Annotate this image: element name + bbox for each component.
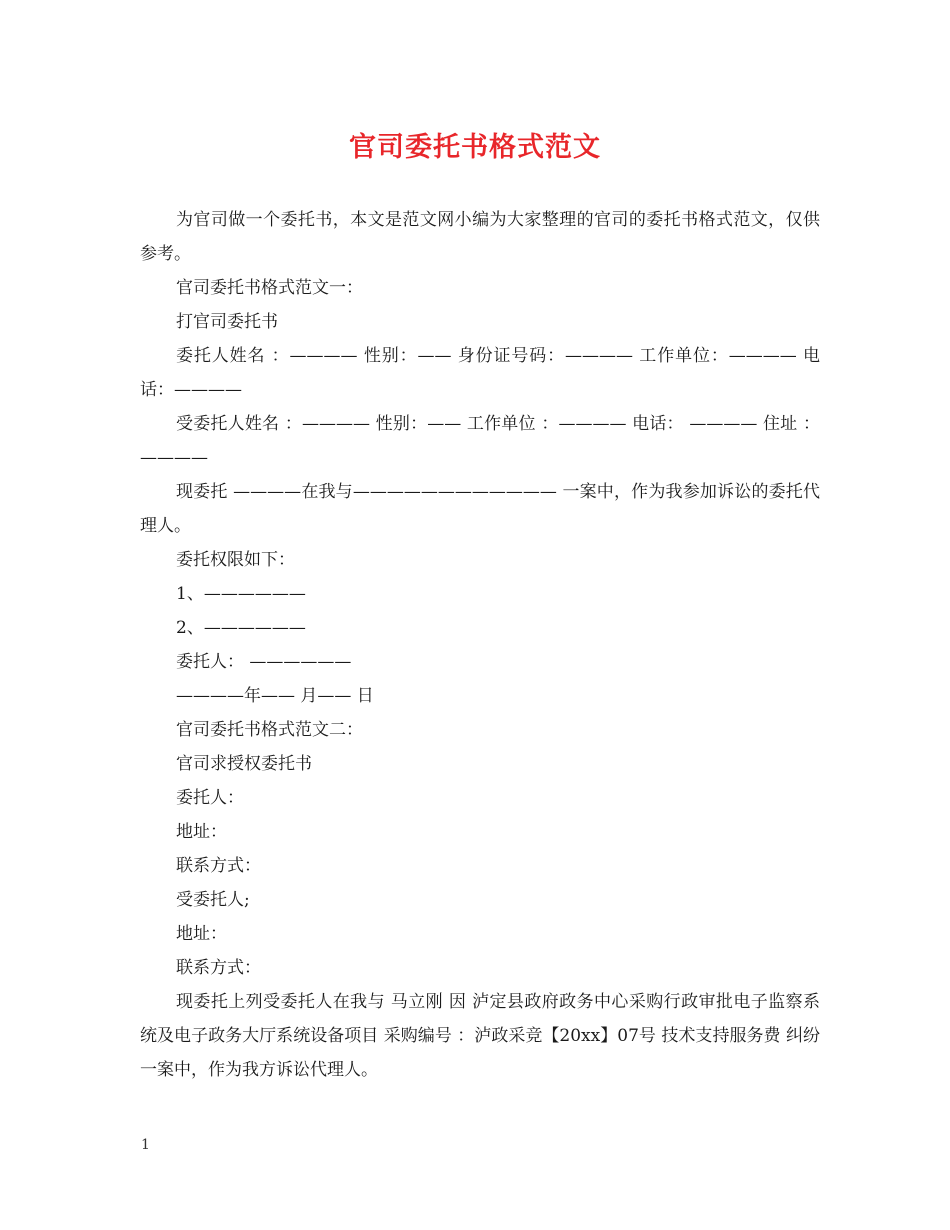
paragraph-agent-info: 受委托人姓名 ：———— 性别：—— 工作单位 ：———— 电话： ———— 住址 ：———— [140, 414, 820, 468]
paragraph-principal-address: 地址： [176, 822, 227, 842]
paragraph-intro: 为官司做一个委托书，本文是范文网小编为大家整理的官司的委托书格式范文，仅供参考。 [140, 210, 820, 264]
paragraph-sample-one-title: 打官司委托书 [176, 312, 278, 332]
paragraph-agent-address: 地址： [176, 924, 227, 944]
paragraph-principal-label: 委托人： [176, 788, 244, 808]
page-number: 1 [141, 1137, 150, 1153]
paragraph-principal-contact: 联系方式： [176, 856, 261, 876]
paragraph-agent-label: 受委托人; [176, 890, 250, 910]
document-title: 官司委托书格式范文 [349, 132, 601, 163]
paragraph-sample-one-heading: 官司委托书格式范文一： [176, 278, 363, 298]
paragraph-date-line: ————年—— 月—— 日 [176, 686, 374, 706]
paragraph-case-entrustment: 现委托上列受委托人在我与 马立刚 因 泸定县政府政务中心采购行政审批电子监察系统及电子政务大厅系统设备项目 采购编号 ：泸政采竞【20xx】07号 技术支持服务费 纠纷一案中，作为我方诉讼代理人。 [140, 992, 820, 1080]
paragraph-sample-two-title: 官司求授权委托书 [176, 754, 312, 774]
paragraph-sample-two-heading: 官司委托书格式范文二： [176, 720, 363, 740]
paragraph-agent-contact: 联系方式： [176, 958, 261, 978]
paragraph-authority-item-2: 2、—————— [176, 618, 306, 638]
paragraph-principal-info: 委托人姓名 ：———— 性别：—— 身份证号码：———— 工作单位：———— 电话：———— [140, 346, 820, 400]
paragraph-authority-heading: 委托权限如下： [176, 550, 295, 570]
paragraph-authority-item-1: 1、—————— [176, 584, 306, 604]
document-body [140, 203, 820, 1087]
paragraph-entrustment: 现委托 ————在我与———————————— 一案中，作为我参加诉讼的委托代理人。 [140, 482, 820, 536]
paragraph-principal-signature: 委托人： —————— [176, 652, 352, 672]
